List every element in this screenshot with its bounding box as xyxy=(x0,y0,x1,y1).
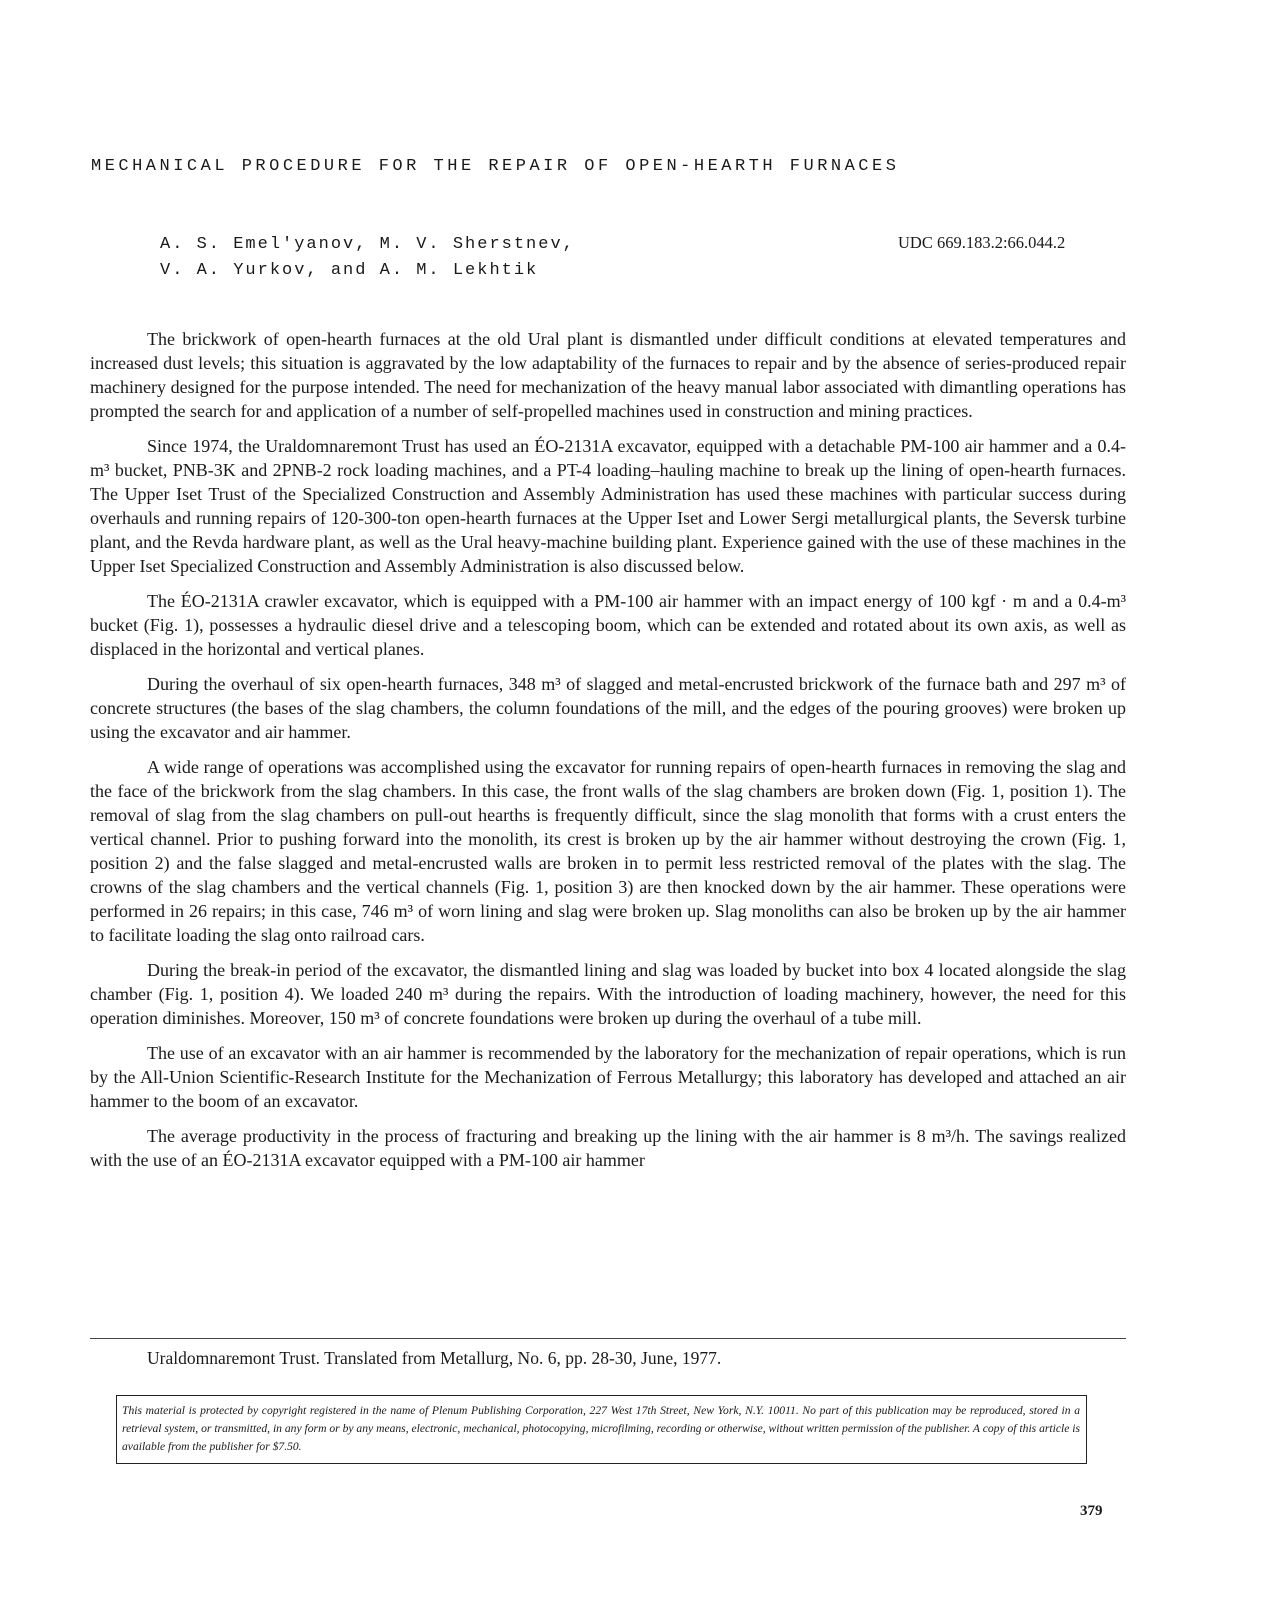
author-list xyxy=(160,232,760,284)
paragraph: A wide range of operations was accomplished using the excavator for running repairs of open-hearth furnaces in removing the slag and the face of the brickwork from the slag chambers. In this case, the front walls of the slag chambers are broken down (Fig. 1, position 1). The removal of slag from the slag chambers on pull-out hearths is frequently difficult, since the slag monolith that forms with a crust enters the vertical channel. Prior to pushing forward into the monolith, its crest is broken up by the air hammer without destroying the crown (Fig. 1, position 2) and the false slagged and metal-encrusted walls are broken in to permit less restricted removal of the plates with the slag. The crowns of the slag chambers and the vertical channels (Fig. 1, position 3) are then knocked down by the air hammer. These operations were performed in 26 repairs; in this case, 746 m³ of worn lining and slag were broken up. Slag monoliths can also be broken up by the air hammer to facilitate loading the slag onto railroad cars. xyxy=(90,757,1126,945)
paragraph: The brickwork of open-hearth furnaces at the old Ural plant is dismantled under difficult conditions at elevated temperatures and increased dust levels; this situation is aggravated by the low adaptability of the furnaces to repair and by the absence of series-produced repair machinery designed for the purpose intended. The need for mechanization of the heavy manual labor associated with dimantling operations has prompted the search for and application of a number of self-propelled machines used in construction and mining practices. xyxy=(90,329,1126,421)
paragraph: The average productivity in the process of fracturing and breaking up the lining with the air hammer is 8 m³/h. The savings realized with the use of an ÉO-2131A excavator equipped with a PM-100 air hammer xyxy=(90,1126,1126,1170)
affiliation-footnote: Uraldomnaremont Trust. Translated from Metallurg, No. 6, pp. 28-30, June, 1977. xyxy=(147,1348,722,1368)
paragraph: During the overhaul of six open-hearth furnaces, 348 m³ of slagged and metal-encrusted brickwork of the furnace bath and 297 m³ of concrete structures (the bases of the slag chambers, the column foundations of the mill, and the edges of the pouring grooves) were broken up using the excavator and air hammer. xyxy=(90,674,1126,742)
page-number: 379 xyxy=(1080,1503,1103,1519)
paragraph: The use of an excavator with an air hammer is recommended by the laboratory for the mechanization of repair operations, which is run by the All-Union Scientific-Research Institute for the Mechanization of Ferrous Metallurgy; this laboratory has developed and attached an air hammer to the boom of an excavator. xyxy=(90,1043,1126,1111)
paragraph: During the break-in period of the excavator, the dismantled lining and slag was loaded by bucket into box 4 located alongside the slag chamber (Fig. 1, position 4). We loaded 240 m³ during the repairs. With the introduction of loading machinery, however, the need for this operation diminishes. Moreover, 150 m³ of concrete foundations were broken up during the overhaul of a tube mill. xyxy=(90,960,1126,1028)
paragraph: Since 1974, the Uraldomnaremont Trust has used an ÉO-2131A excavator, equipped with a detachable PM-100 air hammer and a 0.4-m³ bucket, PNB-3K and 2PNB-2 rock loading machines, and a PT-4 loading–hauling machine to break up the lining of open-hearth furnaces. The Upper Iset Trust of the Specialized Construction and Assembly Administration has used these machines with particular success during overhauls and running repairs of 120-300-ton open-hearth furnaces at the Upper Iset and Lower Sergi metallurgical plants, the Seversk turbine plant, and the Revda hardware plant, as well as the Ural heavy-machine building plant. Experience gained with the use of these machines in the Upper Iset Specialized Construction and Assembly Administration is also discussed below. xyxy=(90,436,1126,576)
article-title: MECHANICAL PROCEDURE FOR THE REPAIR OF OPEN-HEARTH FURNACES xyxy=(91,157,900,176)
footnote-divider xyxy=(90,1338,1126,1339)
udc-code: UDC 669.183.2:66.044.2 xyxy=(898,233,1066,252)
authors-line-1: A. S. Emel'yanov, M. V. Sherstnev, xyxy=(160,235,575,254)
paragraph: The ÉO-2131A crawler excavator, which is equipped with a PM-100 air hammer with an impact energy of 100 kgf · m and a 0.4-m³ bucket (Fig. 1), possesses a hydraulic diesel drive and a telescoping boom, which can be extended and rotated about its own axis, as well as displaced in the horizontal and vertical planes. xyxy=(90,591,1126,659)
article-body xyxy=(90,327,1126,1183)
copyright-notice-box: This material is protected by copyright registered in the name of Plenum Publishing Corporation, 227 West 17th Street, New York, N.Y. 10011. No part of this publication may be reproduced, stored in a retrieval system, or transmitted, in any form or by any means, electronic, mechanical, photocopying, microfilming, recording or otherwise, without written permission of the publisher. A copy of this article is available from the publisher for $7.50. xyxy=(116,1395,1087,1464)
authors-line-2: V. A. Yurkov, and A. M. Lekhtik xyxy=(160,261,539,280)
